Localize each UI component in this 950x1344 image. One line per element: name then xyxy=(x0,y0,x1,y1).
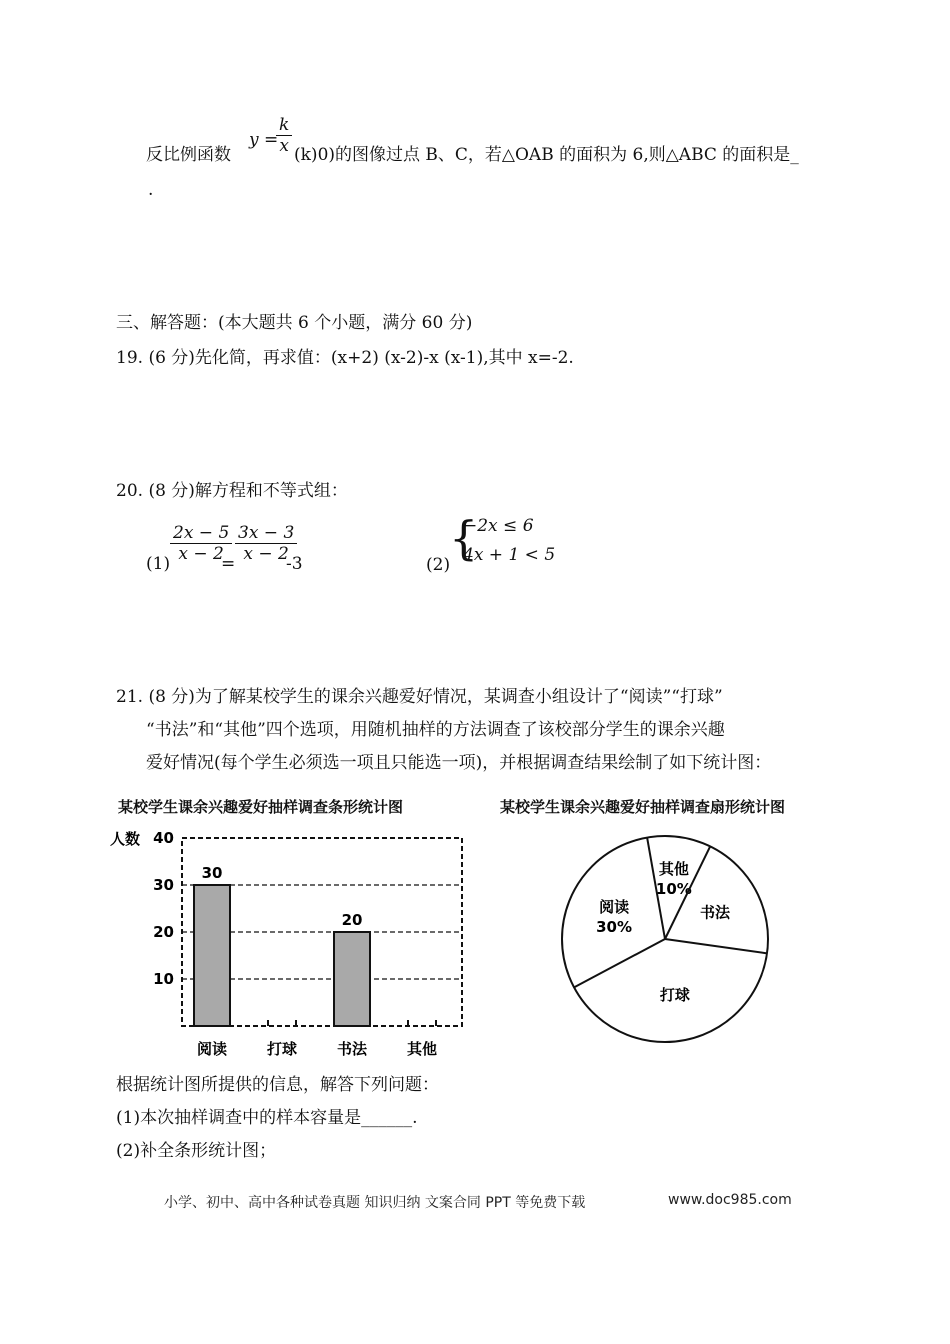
bar-ytick-label: 20 xyxy=(153,923,174,941)
q18-fn-y: y = xyxy=(249,130,279,150)
q20-part1-tail: -3 xyxy=(286,554,303,574)
q18-fraction xyxy=(276,115,292,156)
q20-part1-frac2: $\frac{3x - 3}{x - 2}$ xyxy=(235,523,297,564)
bar-category-label: 其他 xyxy=(406,1040,438,1058)
pie-slice-label: 书法 xyxy=(700,903,731,922)
bar-chart-title: 某校学生课余兴趣爱好抽样调查条形统计图 xyxy=(118,798,404,816)
bar-ytick-label: 30 xyxy=(153,876,174,894)
bar-category-label: 打球 xyxy=(266,1040,298,1058)
q20-part1-eq: = xyxy=(221,554,236,574)
q20-ineq1: −2x ≤ 6 xyxy=(463,516,534,536)
q20-part1-label: (1) xyxy=(146,554,171,574)
pie-chart-title: 某校学生课余兴趣爱好抽样调查扇形统计图 xyxy=(500,798,786,816)
q18-trail: . xyxy=(148,180,154,200)
q20-ineq2: 4x + 1 < 5 xyxy=(463,545,556,565)
bar-chart-marks xyxy=(153,829,462,1058)
q21-sub1: (1)本次抽样调查中的样本容量是______. xyxy=(116,1108,418,1128)
q21-after: 根据统计图所提供的信息，解答下列问题： xyxy=(116,1075,439,1095)
q21-line1: 21. (8 分)为了解某校学生的课余兴趣爱好情况，某调查小组设计了“阅读”“打球” xyxy=(116,687,723,707)
pie-slice-percent: 10% xyxy=(655,879,692,898)
bar-data-label: 20 xyxy=(341,911,363,929)
pie-chart xyxy=(560,835,780,1045)
bar-ytick-label: 10 xyxy=(153,970,174,988)
bar-ytick-label: 40 xyxy=(153,829,174,847)
q20-part2-label: (2) xyxy=(426,555,451,575)
bar-书法 xyxy=(334,932,370,1026)
q18-frac-den: x xyxy=(279,136,289,156)
q20-part1-frac1: $\frac{2x - 5}{x - 2}$ xyxy=(170,523,232,564)
section-heading: 三、解答题：(本大题共 6 个小题，满分 60 分) xyxy=(116,313,473,333)
pie-chart-marks xyxy=(562,836,768,1042)
q21-line2: “书法”和“其他”四个选项，用随机抽样的方法调查了该校部分学生的课余兴趣 xyxy=(146,720,725,740)
bar-阅读 xyxy=(194,885,230,1026)
q18-lead: 反比例函数 xyxy=(146,145,231,165)
footer-right: www.doc985.com xyxy=(668,1192,792,1208)
pie-slice-label: 阅读 xyxy=(599,898,630,917)
q18-rest: (k)0)的图像过点 B、C，若△OAB 的面积为 6,则△ABC 的面积是_ xyxy=(294,145,799,165)
q21-line3: 爱好情况(每个学生必须选一项且只能选一项)，并根据调查结果绘制了如下统计图： xyxy=(146,753,772,773)
bar-data-label: 30 xyxy=(201,864,223,882)
bar-category-label: 书法 xyxy=(336,1040,368,1058)
bar-chart-ylabel: 人数 xyxy=(110,830,141,848)
bar-chart xyxy=(110,820,490,1065)
pie-slice-label: 打球 xyxy=(659,985,690,1004)
q20-stem: 20. (8 分)解方程和不等式组： xyxy=(116,481,348,501)
q18-line xyxy=(146,145,231,165)
q19-text: 19. (6 分)先化简，再求值：(x+2) (x-2)-x (x-1),其中 x=-2. xyxy=(116,348,574,368)
q18-frac-num: k xyxy=(276,115,292,136)
bar-category-label: 阅读 xyxy=(196,1040,228,1058)
pie-slice-label: 其他 xyxy=(658,859,689,878)
q21-sub2: (2)补全条形统计图； xyxy=(116,1141,277,1161)
footer-left: 小学、初中、高中各种试卷真题 知识归纳 文案合同 PPT 等免费下载 xyxy=(164,1195,586,1211)
pie-slice-percent: 30% xyxy=(596,918,633,937)
q20-brace: { xyxy=(449,511,479,565)
